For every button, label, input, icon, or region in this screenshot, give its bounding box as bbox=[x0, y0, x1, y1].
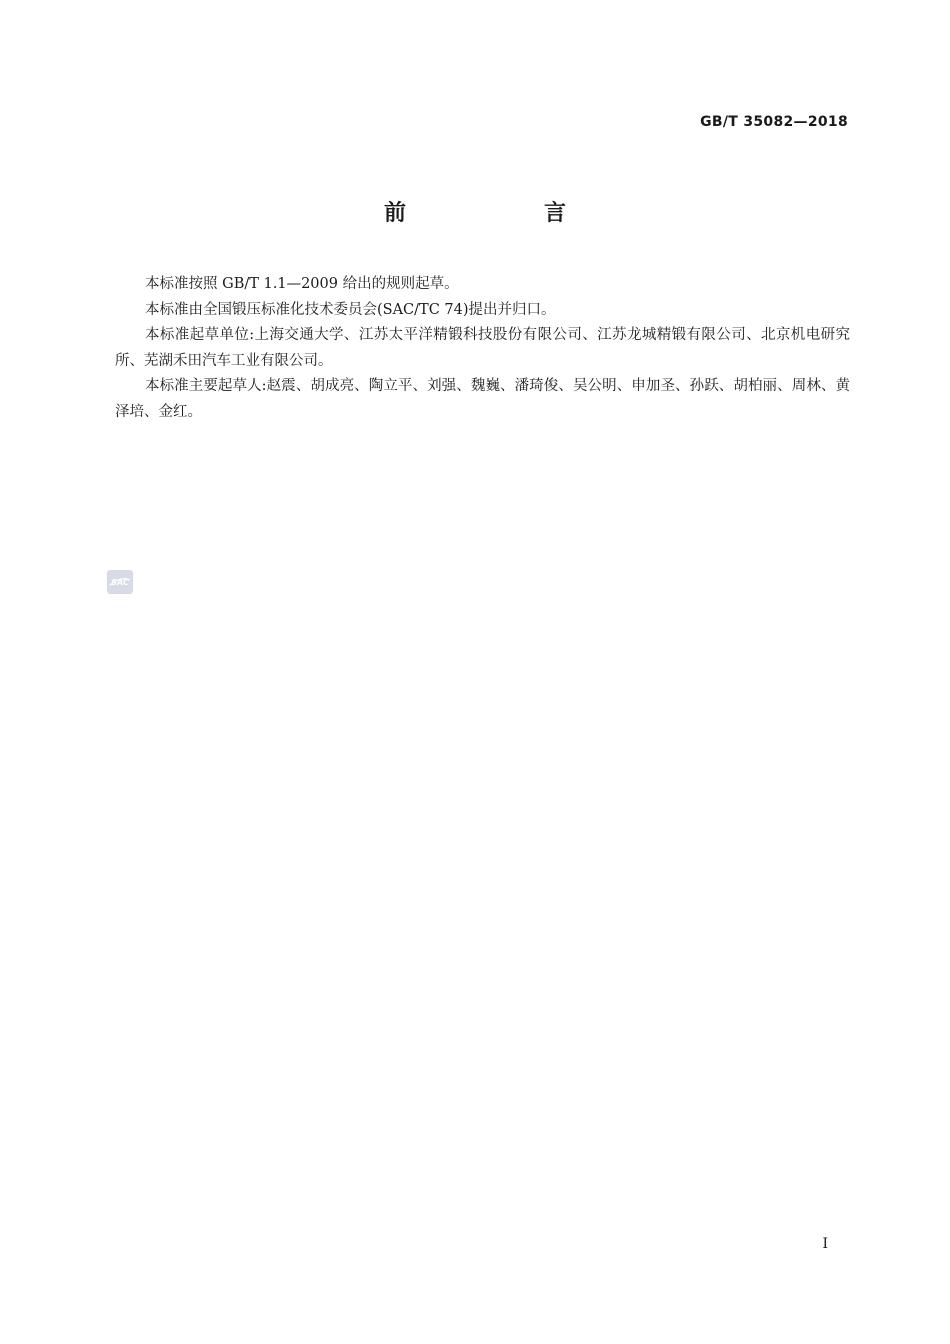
page-title: 前 言 bbox=[383, 201, 624, 226]
paragraph-drafting-rules: 本标准按照 GB/T 1.1—2009 给出的规则起草。 bbox=[145, 276, 459, 292]
watermark-logo-text: SAC bbox=[111, 578, 129, 587]
foreword-body bbox=[115, 272, 850, 425]
standard-code: GB/T 35082—2018 bbox=[700, 114, 848, 130]
page-number: I bbox=[822, 1236, 828, 1252]
paragraph-drafters: 本标准主要起草人:赵震、胡成亮、陶立平、刘强、魏巍、潘琦俊、吴公明、申加圣、孙跃、胡柏丽、周林、黄泽培、金红。 bbox=[115, 378, 850, 420]
paragraph-drafting-units: 本标准起草单位:上海交通大学、江苏太平洋精锻科技股份有限公司、江苏龙城精锻有限公司、北京机电研究所、芜湖禾田汽车工业有限公司。 bbox=[115, 327, 850, 369]
sac-watermark-logo bbox=[107, 570, 133, 594]
paragraph-proposer: 本标准由全国锻压标准化技术委员会(SAC/TC 74)提出并归口。 bbox=[145, 301, 556, 318]
